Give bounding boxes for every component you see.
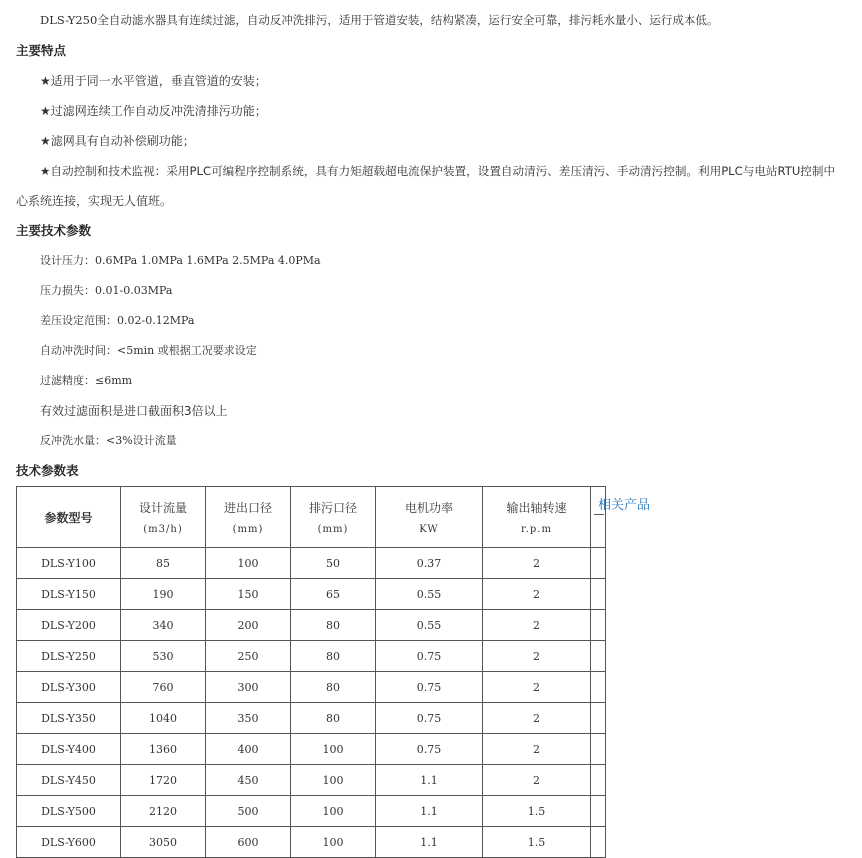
table-cell: 2 — [483, 610, 591, 641]
features-heading: 主要特点 — [16, 43, 67, 58]
table-row — [17, 610, 606, 641]
table-cell: 2 — [483, 672, 591, 703]
table-cell: 300 — [206, 672, 291, 703]
feature-item: ★过滤网连续工作自动反冲洗清排污功能； — [40, 104, 267, 118]
table-cell: 100 — [291, 734, 376, 765]
table-cell: 200 — [206, 610, 291, 641]
header-model: 参数型号 — [17, 487, 121, 548]
table-cell: 1040 — [121, 703, 206, 734]
feature-item: ★自动控制和技术监视：采用PLC可编程序控制系统，具有力矩超载超电流保护装置，设置自动清污、差压清污、手动清污控制。利用PLC与电站RTU控制中 — [40, 164, 836, 178]
table-cell: 1720 — [121, 765, 206, 796]
cell-model: DLS-Y500 — [17, 796, 121, 827]
table-cell: 500 — [206, 796, 291, 827]
table-cell: 2 — [483, 548, 591, 579]
table-cell: 1.1 — [376, 765, 483, 796]
cell-model: DLS-Y250 — [17, 641, 121, 672]
table-cell: 400 — [206, 734, 291, 765]
table-row — [17, 765, 606, 796]
header-speed: 输出轴转速 r.p.m — [483, 487, 591, 548]
cell-model: DLS-Y300 — [17, 672, 121, 703]
table-cell: 2 — [483, 734, 591, 765]
cell-model: DLS-Y200 — [17, 610, 121, 641]
table-row — [17, 703, 606, 734]
params-heading: 主要技术参数 — [16, 223, 92, 238]
table-cell: 0.37 — [376, 548, 483, 579]
table-cell: 530 — [121, 641, 206, 672]
param-item: 自动冲洗时间：<5min 或根据工况要求设定 — [40, 344, 257, 357]
table-cell: 80 — [291, 703, 376, 734]
param-item: 有效过滤面积是进口截面积3倍以上 — [40, 404, 228, 418]
table-cell: 50 — [291, 548, 376, 579]
cell-empty — [591, 827, 606, 858]
table-cell: 250 — [206, 641, 291, 672]
table-cell: 450 — [206, 765, 291, 796]
intro-text: DLS-Y250全自动滤水器具有连续过滤，自动反冲洗排污，适用于管道安装，结构紧凑，运行安全可靠，排污耗水量小、运行成本低。 — [40, 13, 719, 27]
param-item: 反冲洗水量：<3%设计流量 — [40, 434, 177, 447]
table-cell: 2120 — [121, 796, 206, 827]
table-cell: 2 — [483, 579, 591, 610]
table-cell: 760 — [121, 672, 206, 703]
table-cell: 2 — [483, 765, 591, 796]
feature-item: ★适用于同一水平管道，垂直管道的安装； — [40, 74, 267, 88]
cell-model: DLS-Y100 — [17, 548, 121, 579]
cell-empty — [591, 703, 606, 734]
table-cell: 1360 — [121, 734, 206, 765]
table-cell: 85 — [121, 548, 206, 579]
table-cell: 3050 — [121, 827, 206, 858]
cell-empty — [591, 734, 606, 765]
cell-model: DLS-Y150 — [17, 579, 121, 610]
cell-empty — [591, 579, 606, 610]
table-cell: 600 — [206, 827, 291, 858]
table-cell: 340 — [121, 610, 206, 641]
table-cell: 0.75 — [376, 672, 483, 703]
cell-model: DLS-Y350 — [17, 703, 121, 734]
table-cell: 2 — [483, 641, 591, 672]
param-item: 设计压力：0.6MPa 1.0MPa 1.6MPa 2.5MPa 4.0PMa — [40, 254, 321, 267]
header-empty — [591, 487, 606, 548]
table-cell: 0.55 — [376, 579, 483, 610]
header-drain: 排污口径 (mm) — [291, 487, 376, 548]
table-cell: 1.5 — [483, 827, 591, 858]
table-cell: 0.55 — [376, 610, 483, 641]
table-row — [17, 734, 606, 765]
table-cell: 0.75 — [376, 734, 483, 765]
table-cell: 1.1 — [376, 796, 483, 827]
header-flow: 设计流量 (m3/h) — [121, 487, 206, 548]
table-cell: 350 — [206, 703, 291, 734]
cell-model: DLS-Y600 — [17, 827, 121, 858]
table-cell: 150 — [206, 579, 291, 610]
table-row — [17, 796, 606, 827]
table-row — [17, 672, 606, 703]
header-inlet: 进出口径 (mm) — [206, 487, 291, 548]
cell-empty — [591, 610, 606, 641]
table-cell: 2 — [483, 703, 591, 734]
cell-empty — [591, 765, 606, 796]
table-cell: 1.1 — [376, 827, 483, 858]
table-cell: 100 — [291, 765, 376, 796]
table-row — [17, 641, 606, 672]
table-cell: 0.75 — [376, 703, 483, 734]
table-cell: 100 — [291, 827, 376, 858]
param-item: 过滤精度：≤6mm — [40, 374, 133, 387]
table-row — [17, 548, 606, 579]
header-power: 电机功率 KW — [376, 487, 483, 548]
cell-empty — [591, 796, 606, 827]
cell-empty — [591, 672, 606, 703]
cell-empty — [591, 548, 606, 579]
related-products-link[interactable]: 相关产品 — [598, 498, 651, 513]
cell-model: DLS-Y450 — [17, 765, 121, 796]
table-cell: 0.75 — [376, 641, 483, 672]
table-cell: 100 — [291, 796, 376, 827]
table-cell: 80 — [291, 672, 376, 703]
cell-empty — [591, 641, 606, 672]
table-cell: 80 — [291, 610, 376, 641]
table-row — [17, 579, 606, 610]
param-item: 压力损失：0.01-0.03MPa — [40, 284, 173, 297]
table-cell: 190 — [121, 579, 206, 610]
table-heading: 技术参数表 — [16, 463, 79, 478]
table-cell: 65 — [291, 579, 376, 610]
table-row — [17, 827, 606, 858]
param-item: 差压设定范围：0.02-0.12MPa — [40, 314, 195, 327]
table-cell: 100 — [206, 548, 291, 579]
table-cell: 1.5 — [483, 796, 591, 827]
cell-model: DLS-Y400 — [17, 734, 121, 765]
table-header-row — [17, 487, 606, 548]
feature-item: ★滤网具有自动补偿刷功能； — [40, 134, 195, 148]
spec-table — [16, 486, 606, 858]
feature-item-continuation: 心系统连接，实现无人值班。 — [16, 194, 173, 208]
table-cell: 80 — [291, 641, 376, 672]
